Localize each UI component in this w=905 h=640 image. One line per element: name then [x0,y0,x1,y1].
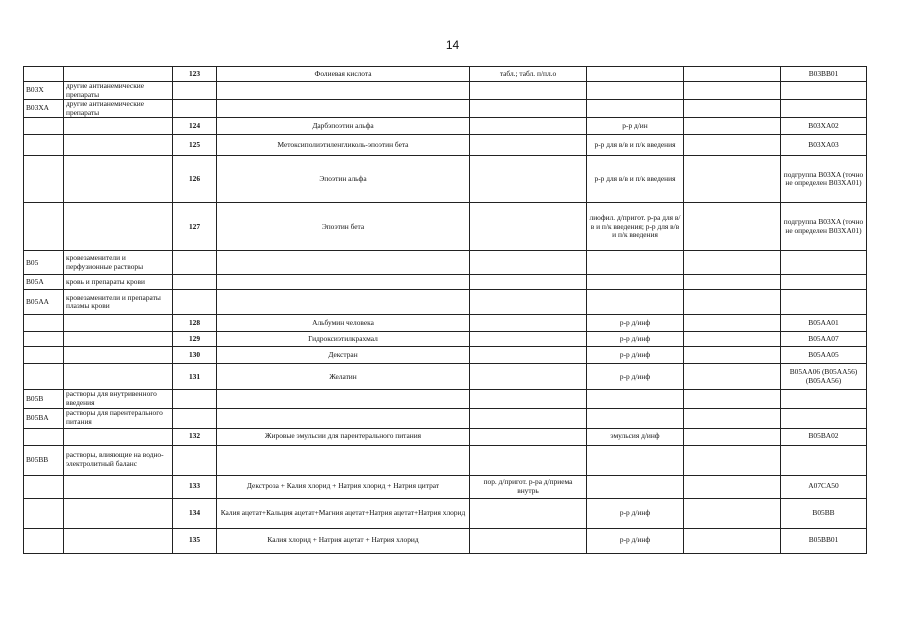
atc-code [781,390,867,408]
dosage-form-alt [587,475,684,498]
item-number: 132 [173,428,217,445]
atc-group-code: B05BB [24,445,64,475]
atc-code: подгруппа B03XA (точно не определен B03XA01) [781,156,867,203]
dosage-form [470,315,587,332]
dosage-form-alt [587,82,684,100]
atc-code [781,275,867,290]
dosage-form-alt: лиофил. д/пригот. р-ра для в/в и п/к введения; р-р для в/в и п/к введения [587,203,684,251]
dosage-form-alt [587,445,684,475]
empty-cell [684,408,781,428]
dosage-form [470,203,587,251]
drug-name: Метоксиполиэтиленгликоль-эпоэтин бета [217,135,470,156]
atc-group-code: B05A [24,275,64,290]
item-number: 126 [173,156,217,203]
atc-group-description: растворы для внутривенного введения [64,390,173,408]
atc-group-code [24,528,64,553]
dosage-form-alt: р-р д/инф [587,347,684,364]
atc-code: A07CA50 [781,475,867,498]
dosage-form [470,445,587,475]
atc-group-code: B05 [24,251,64,275]
item-number: 130 [173,347,217,364]
empty-cell [684,428,781,445]
table-row [24,347,867,364]
drug-name [217,290,470,315]
atc-code [781,100,867,118]
atc-code: подгруппа B03XA (точно не определен B03XA01) [781,203,867,251]
atc-group-code: B05BA [24,408,64,428]
item-number [173,82,217,100]
drug-name: Эпоэтин альфа [217,156,470,203]
drug-name: Калия ацетат+Кальция ацетат+Магния ацетат+Натрия ацетат+Натрия хлорид [217,498,470,528]
empty-cell [684,390,781,408]
dosage-form-alt: р-р д/инф [587,364,684,390]
atc-group-description [64,428,173,445]
atc-group-code [24,347,64,364]
atc-group-description [64,528,173,553]
dosage-form [470,390,587,408]
drug-name [217,82,470,100]
table-row [24,364,867,390]
dosage-form-alt [587,408,684,428]
dosage-form-alt [587,290,684,315]
atc-group-code: B05AA [24,290,64,315]
dosage-form [470,347,587,364]
table-row [24,408,867,428]
dosage-form [470,135,587,156]
dosage-form [470,156,587,203]
empty-cell [684,203,781,251]
atc-group-description [64,498,173,528]
item-number: 128 [173,315,217,332]
item-number [173,100,217,118]
atc-group-code [24,156,64,203]
item-number [173,290,217,315]
dosage-form [470,332,587,347]
item-number: 125 [173,135,217,156]
item-number [173,251,217,275]
drug-table-body [24,67,867,554]
atc-group-code [24,475,64,498]
dosage-form-alt [587,67,684,82]
table-row [24,445,867,475]
table-row [24,290,867,315]
empty-cell [684,156,781,203]
drug-name [217,445,470,475]
atc-group-description [64,67,173,82]
drug-name [217,275,470,290]
table-row [24,100,867,118]
empty-cell [684,82,781,100]
atc-group-description [64,203,173,251]
atc-group-description: кровезаменители и перфузионные растворы [64,251,173,275]
atc-group-description [64,332,173,347]
dosage-form-alt: р-р для в/в и п/к введения [587,135,684,156]
atc-group-code [24,428,64,445]
empty-cell [684,100,781,118]
item-number: 129 [173,332,217,347]
dosage-form-alt [587,100,684,118]
empty-cell [684,251,781,275]
empty-cell [684,445,781,475]
atc-code: B05AA07 [781,332,867,347]
atc-group-code [24,67,64,82]
dosage-form-alt: р-р для в/в и п/к введения [587,156,684,203]
dosage-form [470,408,587,428]
dosage-form [470,290,587,315]
item-number: 133 [173,475,217,498]
dosage-form [470,275,587,290]
table-row [24,332,867,347]
atc-group-code [24,203,64,251]
dosage-form [470,82,587,100]
drug-name: Эпоэтин бета [217,203,470,251]
atc-code: B05AA01 [781,315,867,332]
item-number: 135 [173,528,217,553]
drug-name: Жировые эмульсии для парентерального питания [217,428,470,445]
drug-name: Дарбэпоэтин альфа [217,118,470,135]
dosage-form-alt: р-р д/инф [587,498,684,528]
drug-name: Альбумин человека [217,315,470,332]
atc-code: B05BA02 [781,428,867,445]
drug-name: Фолиевая кислота [217,67,470,82]
empty-cell [684,118,781,135]
atc-group-description [64,475,173,498]
atc-group-description: другие антианемические препараты [64,100,173,118]
dosage-form [470,528,587,553]
empty-cell [684,498,781,528]
atc-group-code: B03X [24,82,64,100]
empty-cell [684,332,781,347]
atc-code [781,445,867,475]
dosage-form-alt: р-р д/инф [587,332,684,347]
atc-code: B03XA03 [781,135,867,156]
empty-cell [684,275,781,290]
item-number: 127 [173,203,217,251]
drug-name: Гидроксиэтилкрахмал [217,332,470,347]
empty-cell [684,347,781,364]
item-number: 124 [173,118,217,135]
atc-group-description [64,315,173,332]
atc-group-description: растворы для парентерального питания [64,408,173,428]
atc-group-code: B03XA [24,100,64,118]
dosage-form-alt [587,275,684,290]
atc-group-code [24,364,64,390]
table-row [24,118,867,135]
drug-name [217,100,470,118]
table-row [24,82,867,100]
drug-name: Декстран [217,347,470,364]
atc-group-code: B05B [24,390,64,408]
empty-cell [684,475,781,498]
atc-code [781,82,867,100]
atc-group-code [24,135,64,156]
item-number: 131 [173,364,217,390]
atc-code: B03BB01 [781,67,867,82]
table-row [24,275,867,290]
item-number [173,390,217,408]
atc-group-description [64,135,173,156]
dosage-form: пор. д/пригот. р-ра д/приема внутрь [470,475,587,498]
atc-group-description: кровь и препараты крови [64,275,173,290]
table-row [24,428,867,445]
atc-code: B05AA05 [781,347,867,364]
atc-group-description: растворы, влияющие на водно-электролитный баланс [64,445,173,475]
empty-cell [684,364,781,390]
atc-group-description: кровезаменители и препараты плазмы крови [64,290,173,315]
drug-name [217,251,470,275]
atc-group-code [24,118,64,135]
drug-name: Желатин [217,364,470,390]
table-row [24,528,867,553]
table-row [24,498,867,528]
drug-table [23,66,867,554]
atc-group-description: другие антианемические препараты [64,82,173,100]
atc-group-description [64,118,173,135]
atc-code [781,290,867,315]
dosage-form-alt [587,251,684,275]
drug-name: Калия хлорид + Натрия ацетат + Натрия хлорид [217,528,470,553]
dosage-form-alt: эмульсия д/инф [587,428,684,445]
table-row [24,390,867,408]
empty-cell [684,67,781,82]
atc-group-description [64,156,173,203]
dosage-form [470,428,587,445]
item-number [173,275,217,290]
item-number [173,445,217,475]
table-row [24,156,867,203]
item-number [173,408,217,428]
dosage-form [470,364,587,390]
table-row [24,315,867,332]
atc-code: B03XA02 [781,118,867,135]
page-number: 14 [445,38,460,52]
item-number: 134 [173,498,217,528]
atc-code: B05BB01 [781,528,867,553]
dosage-form [470,100,587,118]
atc-code [781,251,867,275]
dosage-form [470,498,587,528]
atc-code: B05BB [781,498,867,528]
atc-group-description [64,364,173,390]
atc-group-description [64,347,173,364]
empty-cell [684,528,781,553]
atc-code [781,408,867,428]
dosage-form-alt [587,390,684,408]
dosage-form-alt: р-р д/инф [587,315,684,332]
atc-group-code [24,315,64,332]
table-row [24,67,867,82]
dosage-form [470,118,587,135]
dosage-form-alt: р-р д/ин [587,118,684,135]
drug-name [217,408,470,428]
empty-cell [684,315,781,332]
empty-cell [684,135,781,156]
dosage-form: табл.; табл. п/пл.о [470,67,587,82]
dosage-form [470,251,587,275]
table-row [24,135,867,156]
table-row [24,251,867,275]
table-row [24,475,867,498]
item-number: 123 [173,67,217,82]
table-row [24,203,867,251]
atc-code: B05AA06 (B05AA56) (B05AA56) [781,364,867,390]
dosage-form-alt: р-р д/инф [587,528,684,553]
atc-group-code [24,332,64,347]
atc-group-code [24,498,64,528]
drug-name [217,390,470,408]
drug-name: Декстроза + Калия хлорид + Натрия хлорид + Натрия цитрат [217,475,470,498]
empty-cell [684,290,781,315]
